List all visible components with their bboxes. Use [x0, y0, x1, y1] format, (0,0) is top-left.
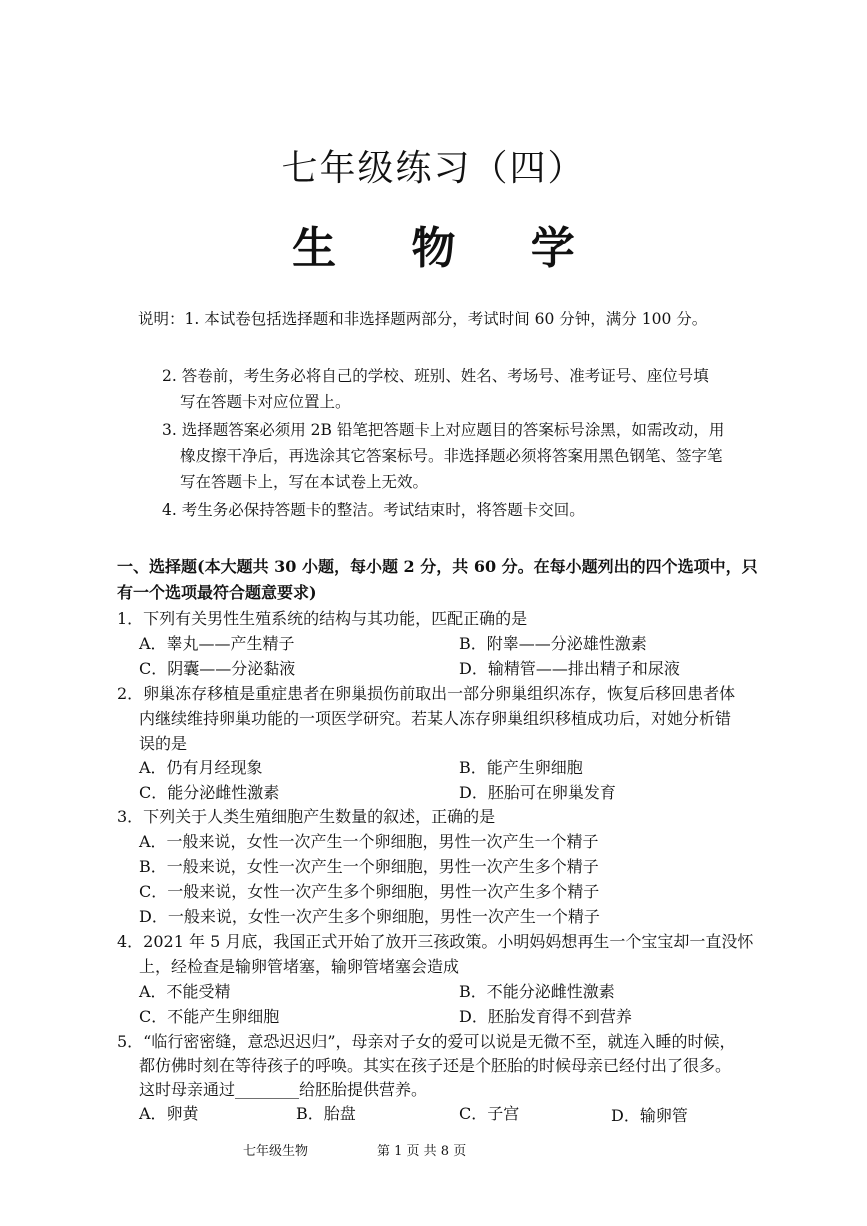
question-2-option-c: C．能分泌雌性激素 — [139, 783, 280, 802]
instruction-3-line1: 3. 选择题答案必须用 2B 铅笔把答题卡上对应题目的答案标号涂黑，如需改动，用 — [162, 421, 725, 439]
question-1-option-c: C．阴囊——分泌黏液 — [139, 659, 296, 678]
instruction-2-line2: 写在答题卡对应位置上。 — [180, 393, 351, 411]
question-5-stem-line3: 这时母亲通过________给胚胎提供营养。 — [139, 1080, 428, 1099]
question-3-option-d: D．一般来说，女性一次产生多个卵细胞，男性一次产生一个精子 — [139, 907, 600, 926]
question-3-stem: 3．下列关于人类生殖细胞产生数量的叙述，正确的是 — [117, 807, 496, 826]
instruction-3-line3: 写在答题卡上，写在本试卷上无效。 — [180, 473, 429, 491]
question-5-option-d: D．输卵管 — [611, 1106, 688, 1125]
question-5-option-b: B．胎盘 — [296, 1104, 356, 1123]
question-4-stem-line2: 上，经检查是输卵管堵塞，输卵管堵塞会造成 — [139, 957, 460, 976]
footer-subject: 七年级生物 — [243, 1144, 309, 1159]
question-3-option-c: C．一般来说，女性一次产生多个卵细胞，男性一次产生多个精子 — [139, 882, 600, 901]
question-4-option-b: B．不能分泌雌性激素 — [459, 982, 615, 1001]
question-2-option-a: A．仍有月经现象 — [139, 758, 263, 777]
question-5-stem-line1: 5．“临行密密缝，意恐迟迟归”，母亲对子女的爱可以说是无微不至，就连入睡的时候， — [117, 1032, 736, 1051]
instruction-3-line2: 橡皮擦干净后，再选涂其它答案标号。非选择题必须将答案用黑色钢笔、签字笔 — [180, 447, 723, 465]
instruction-4: 4. 考生务必保持答题卡的整洁。考试结束时，将答题卡交回。 — [162, 501, 585, 519]
question-1-option-a: A．睾丸——产生精子 — [139, 634, 295, 653]
question-5-stem-line2: 都仿佛时刻在等待孩子的呼唤。其实在孩子还是个胚胎的时候母亲已经付出了很多。 — [139, 1056, 732, 1075]
question-5-option-a: A．卵黄 — [139, 1104, 199, 1123]
question-5-option-c: C．子宫 — [459, 1104, 520, 1123]
question-4-option-a: A．不能受精 — [139, 982, 231, 1001]
instruction-1: 说明：1. 本试卷包括选择题和非选择题两部分，考试时间 60 分钟，满分 100 分。 — [138, 310, 708, 328]
question-1-stem: 1．下列有关男性生殖系统的结构与其功能，匹配正确的是 — [117, 609, 528, 628]
question-3-option-a: A．一般来说，女性一次产生一个卵细胞，男性一次产生一个精子 — [139, 832, 599, 851]
instruction-2-line1: 2. 答卷前，考生务必将自己的学校、班别、姓名、考场号、准考证号、座位号填 — [162, 367, 709, 385]
question-2-option-b: B．能产生卵细胞 — [459, 758, 583, 777]
question-3-option-b: B．一般来说，女性一次产生一个卵细胞，男性一次产生多个精子 — [139, 857, 599, 876]
question-4-option-d: D．胚胎发育得不到营养 — [459, 1007, 632, 1026]
footer-page-number: 第 1 页 共 8 页 — [377, 1144, 467, 1159]
subject-title: 生 物 学 — [292, 223, 605, 274]
exam-title: 七年级练习（四） — [281, 148, 586, 189]
section-heading-line2: 有一个选项最符合题意要求) — [117, 583, 317, 602]
question-4-stem-line1: 4．2021 年 5 月底，我国正式开始了放开三孩政策。小明妈妈想再生一个宝宝却一直没怀 — [117, 932, 754, 951]
section-heading-line1: 一、选择题(本大题共 30 小题，每小题 2 分，共 60 分。在每小题列出的四个选项中，只 — [117, 557, 758, 576]
question-4-option-c: C．不能产生卵细胞 — [139, 1007, 280, 1026]
question-1-option-b: B．附睾——分泌雄性激素 — [459, 634, 647, 653]
question-1-option-d: D．输精管——排出精子和尿液 — [459, 659, 680, 678]
question-2-option-d: D．胚胎可在卵巢发育 — [459, 783, 616, 802]
question-2-stem-line3: 误的是 — [139, 734, 188, 753]
question-2-stem-line1: 2．卵巢冻存移植是重症患者在卵巢损伤前取出一部分卵巢组织冻存，恢复后移回患者体 — [117, 684, 736, 703]
question-2-stem-line2: 内继续维持卵巢功能的一项医学研究。若某人冻存卵巢组织移植成功后，对她分析错 — [139, 709, 732, 728]
